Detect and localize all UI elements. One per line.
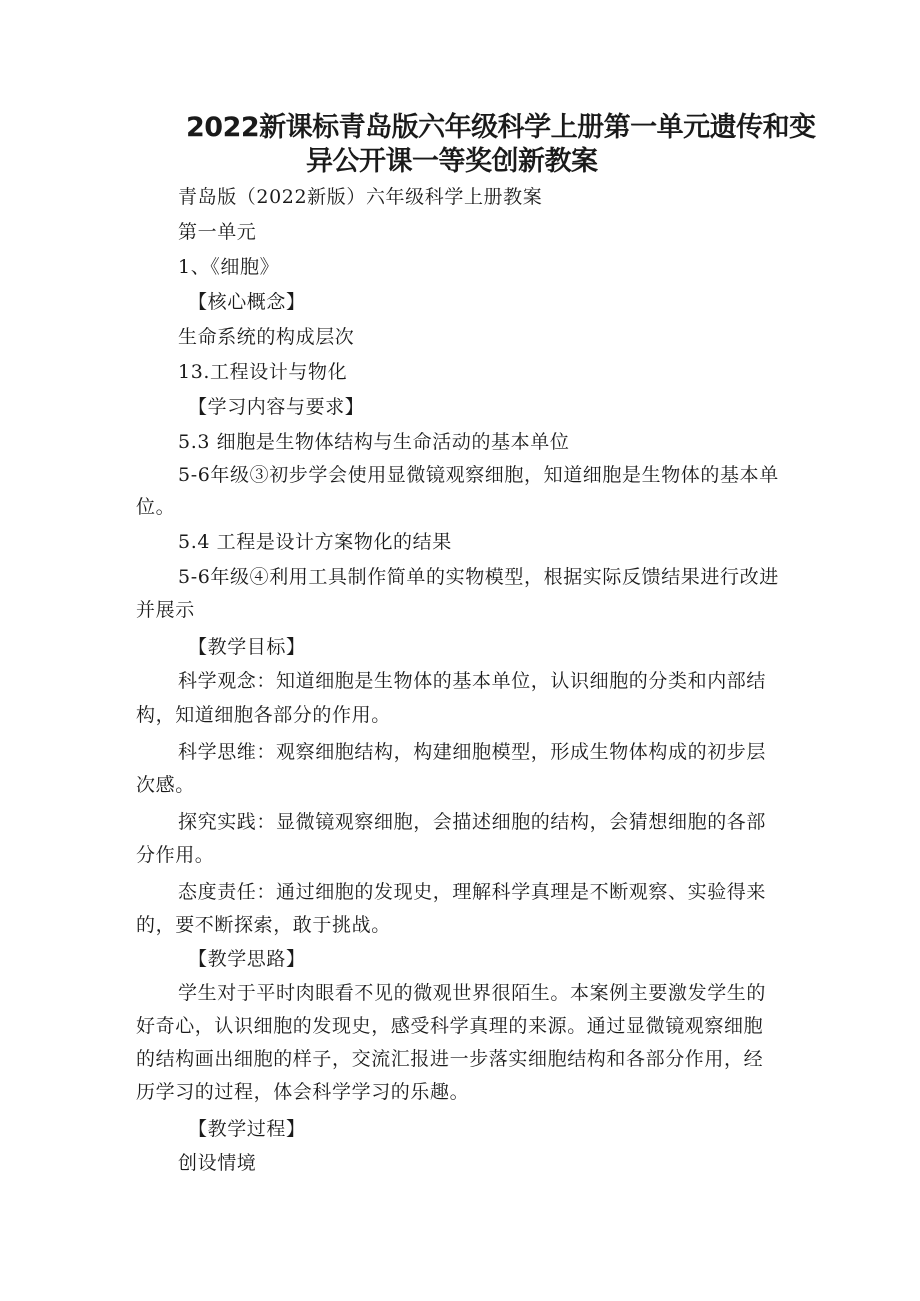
text-line: 位。 [136,496,176,518]
text-line: 构，知道细胞各部分的作用。 [136,704,391,726]
document-title-line-1: 2022新课标青岛版六年级科学上册第一单元遗传和变 [186,112,816,143]
text-line: 5.3 细胞是生物体结构与生命活动的基本单位 [178,431,570,453]
text-line: 青岛版（2022新版）六年级科学上册教案 [178,186,543,208]
text-line: 5.4 工程是设计方案物化的结果 [178,531,452,553]
text-line: 的结构画出细胞的样子，交流汇报进一步落实细胞结构和各部分作用，经 [136,1048,764,1070]
text-line: 1、《细胞》 [178,256,280,278]
text-line: 态度责任：通过细胞的发现史，理解科学真理是不断观察、实验得来 [178,881,767,903]
text-line: 创设情境 [178,1152,257,1174]
section-heading: 【教学思路】 [188,948,306,970]
text-line: 5-6年级④利用工具制作简单的实物模型，根据实际反馈结果进行改进 [178,566,779,588]
text-line: 的，要不断探索，敢于挑战。 [136,914,391,936]
text-line: 历学习的过程，体会科学学习的乐趣。 [136,1081,470,1103]
text-line: 学生对于平时肉眼看不见的微观世界很陌生。本案例主要激发学生的 [178,982,767,1004]
section-heading: 【教学目标】 [188,636,306,658]
text-line: 科学观念：知道细胞是生物体的基本单位，认识细胞的分类和内部结 [178,670,767,692]
text-line: 13.工程设计与物化 [178,361,348,383]
text-line: 5-6年级③初步学会使用显微镜观察细胞，知道细胞是生物体的基本单 [178,464,779,486]
text-line: 次感。 [136,774,195,796]
text-line: 第一单元 [178,221,257,243]
text-line: 好奇心，认识细胞的发现史，感受科学真理的来源。通过显微镜观察细胞 [136,1015,764,1037]
section-heading: 【学习内容与要求】 [188,396,365,418]
text-line: 科学思维：观察细胞结构，构建细胞模型，形成生物体构成的初步层 [178,741,767,763]
section-heading: 【教学过程】 [188,1118,306,1140]
text-line: 并展示 [136,599,195,621]
text-line: 探究实践：显微镜观察细胞，会描述细胞的结构，会猜想细胞的各部 [178,811,767,833]
text-line: 分作用。 [136,844,215,866]
document-title-line-2: 异公开课一等奖创新教案 [306,146,598,177]
section-heading: 【核心概念】 [188,291,306,313]
text-line: 生命系统的构成层次 [178,326,355,348]
